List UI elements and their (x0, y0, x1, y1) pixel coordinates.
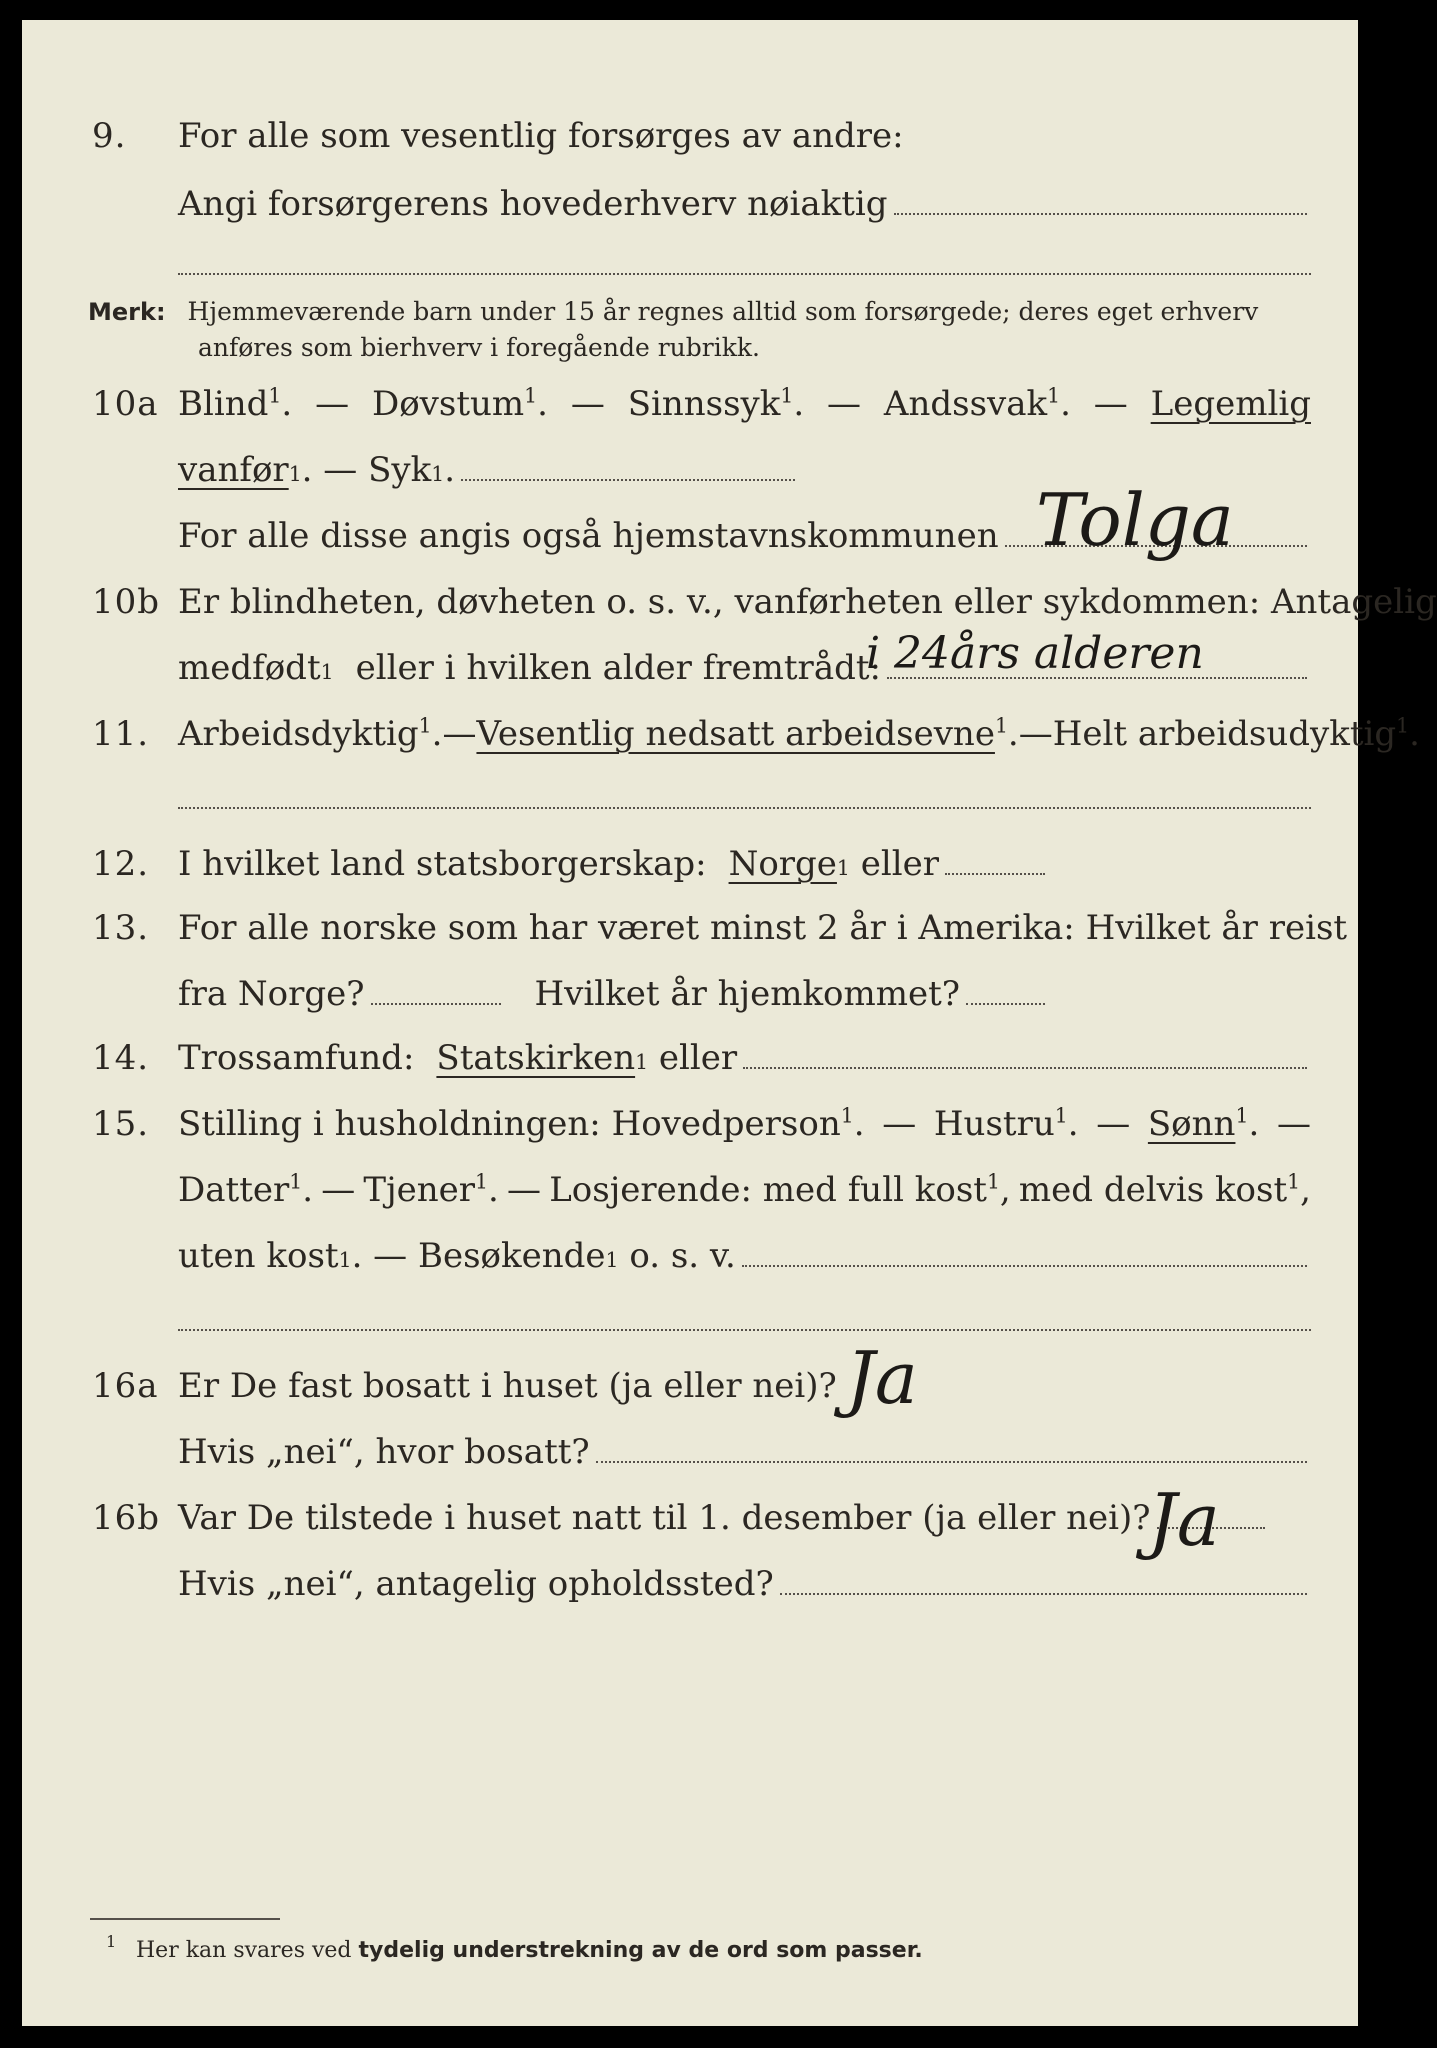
q11-number: 11. (92, 714, 150, 754)
q10b-number: 10b (92, 582, 161, 622)
q14-text: Trossamfund: (178, 1038, 415, 1078)
option-vanfor: vanfør (178, 450, 289, 490)
q11-row: 11. Arbeidsdyktig$^1$. — Vesentlig nedsatt arbeidsevne$^1$. — Helt arbeidsudyktig$^1$. (0, 710, 1379, 758)
q10a-line3: For alle disse angis også hjemstavnskommunen (178, 516, 999, 556)
merk-note (88, 294, 1311, 330)
q15-row3: uten kost 1 . — Besøkende 1 o. s. v. (0, 1232, 1379, 1280)
footnote-mark: 1 (106, 1932, 117, 1951)
q14-eller: eller (658, 1038, 738, 1078)
option-arbeidsdyktig: Arbeidsdyktig (178, 714, 419, 754)
answer-line (596, 1460, 1307, 1463)
option-hustru: Hustru (933, 1104, 1055, 1144)
q10a-row: 10a Blind$^1$. — Døvstum$^1$. — Sinnssyk$^1$. — Andssvak$^1$. — Legemlig (0, 380, 1379, 428)
q16b-number: 16b (92, 1498, 161, 1538)
footnote-text: Her kan svares ved (136, 1938, 352, 1963)
option-legemlig: Legemlig (1150, 384, 1311, 424)
q10b-medfodt: medfødt (178, 648, 321, 688)
q13-row (0, 904, 1379, 952)
q13-number: 13. (92, 908, 150, 948)
option-tjener: Tjener (363, 1170, 476, 1210)
q9-line1: For alle som vesentlig forsørges av andre: (178, 116, 904, 156)
answer-line (178, 272, 1311, 275)
footnote-bold: tydelig understrekning av de ord som passer. (358, 1938, 923, 1963)
answer-line (178, 806, 1311, 809)
option-besokende: Besøkende (418, 1236, 606, 1276)
q10b-row2: medfødt 1 eller i hvilken alder fremtrådt: (0, 644, 1379, 692)
option-uten-kost: uten kost (178, 1236, 339, 1276)
q15-row2: Datter$^1$. — Tjener$^1$. — Losjerende: med full kost$^1$, med delvis kost$^1$, (178, 1169, 1311, 1210)
option-hovedperson: Stilling i husholdningen: Hovedperson (178, 1104, 841, 1144)
q16a-line1: Er De fast bosatt i huset (ja eller nei)? (178, 1366, 837, 1406)
option-sinnssyk: Sinnssyk (627, 384, 781, 424)
option-andssvak: Andssvak (883, 384, 1048, 424)
q13-row2 (0, 970, 1379, 1018)
answer-line (461, 478, 795, 481)
q9-number: 9. (92, 116, 127, 156)
answer-line (743, 1066, 1307, 1069)
q13-hjemkommet: Hvilket år hjemkommet? (534, 974, 961, 1014)
handwritten-hjemstavn: Tolga (1036, 478, 1234, 562)
q12-eller: eller (860, 844, 939, 884)
option-nedsatt-arbeidsevne: Vesentlig nedsatt arbeidsevne (476, 714, 995, 754)
q16a-row (0, 1362, 1379, 1410)
handwritten-alder: i 24års alderen (866, 628, 1204, 679)
q13-line1: For alle norske som har været minst 2 år i Amerika: Hvilket år reist (178, 908, 1348, 948)
footnote-rule (90, 1918, 280, 1920)
q12-number: 12. (92, 844, 150, 884)
q15-number: 15. (92, 1104, 150, 1144)
answer-line (945, 872, 1045, 875)
option-sonn: Sønn (1147, 1104, 1236, 1144)
q15-row: 15. Stilling i husholdningen: Hovedperson$^1$. — Hustru$^1$. — Sønn$^1$. — (0, 1100, 1379, 1148)
option-datter: Datter (178, 1170, 290, 1210)
option-arbeidsudyktig: Helt arbeidsudyktig (1052, 714, 1397, 754)
q10b-line2: eller i hvilken alder fremtrådt: (355, 648, 881, 688)
option-delvis-kost: med delvis kost (1018, 1170, 1288, 1210)
handwritten-ja-16a: Ja (846, 1336, 918, 1420)
option-dovstum: Døvstum (371, 384, 525, 424)
answer-line (178, 1328, 1311, 1331)
q10b-row (0, 578, 1437, 626)
q10a-number: 10a (92, 384, 159, 424)
option-blind: Blind (178, 384, 269, 424)
q13-reist: fra Norge? (178, 974, 365, 1014)
option-full-kost: Losjerende: med full kost (549, 1170, 987, 1210)
q12-row: 12. I hvilket land statsborgerskap: Norge 1 eller (0, 840, 1379, 888)
option-norge: Norge (728, 844, 837, 884)
merk-note-2 (198, 330, 1311, 366)
answer-line (966, 1002, 1045, 1005)
q9-row (0, 112, 1379, 160)
q16a-line2: Hvis „nei“, hvor bosatt? (178, 1432, 590, 1472)
q9-row2 (0, 180, 1379, 228)
q10a-row2: vanfør 1 . — Syk 1 . (0, 446, 1379, 494)
answer-line (780, 1592, 1307, 1595)
q9-line2: Angi forsørgerens hovederhverv nøiaktig (178, 184, 888, 224)
answer-line (371, 1002, 501, 1005)
merk-line2: anføres som bierhverv i foregående rubrikk. (198, 333, 760, 362)
q16b-line1: Var De tilstede i huset natt til 1. desember (ja eller nei)? (178, 1498, 1151, 1538)
q16b-line2: Hvis „nei“, antagelig opholdssted? (178, 1564, 774, 1604)
q15-osv: o. s. v. (629, 1236, 736, 1276)
option-syk: Syk (368, 450, 432, 490)
answer-line (894, 212, 1307, 215)
merk-label: Merk: (88, 298, 166, 326)
q16a-number: 16a (92, 1366, 159, 1406)
q12-text: I hvilket land statsborgerskap: (178, 844, 707, 884)
q14-row: 14. Trossamfund: Statskirken 1 eller (0, 1034, 1379, 1082)
q14-number: 14. (92, 1038, 150, 1078)
q10b-line1: Er blindheten, døvheten o. s. v., vanførheten eller sykdommen: Antagelig (178, 582, 1437, 622)
q16b-row2 (0, 1560, 1379, 1608)
merk-line1: Hjemmeværende barn under 15 år regnes alltid som forsørgede; deres eget erhverv (187, 297, 1259, 326)
handwritten-ja-16b: Ja (1148, 1478, 1220, 1562)
footnote (106, 1932, 923, 1963)
q16a-row2 (0, 1428, 1379, 1476)
answer-line (742, 1264, 1307, 1267)
option-statskirken: Statskirken (436, 1038, 636, 1078)
